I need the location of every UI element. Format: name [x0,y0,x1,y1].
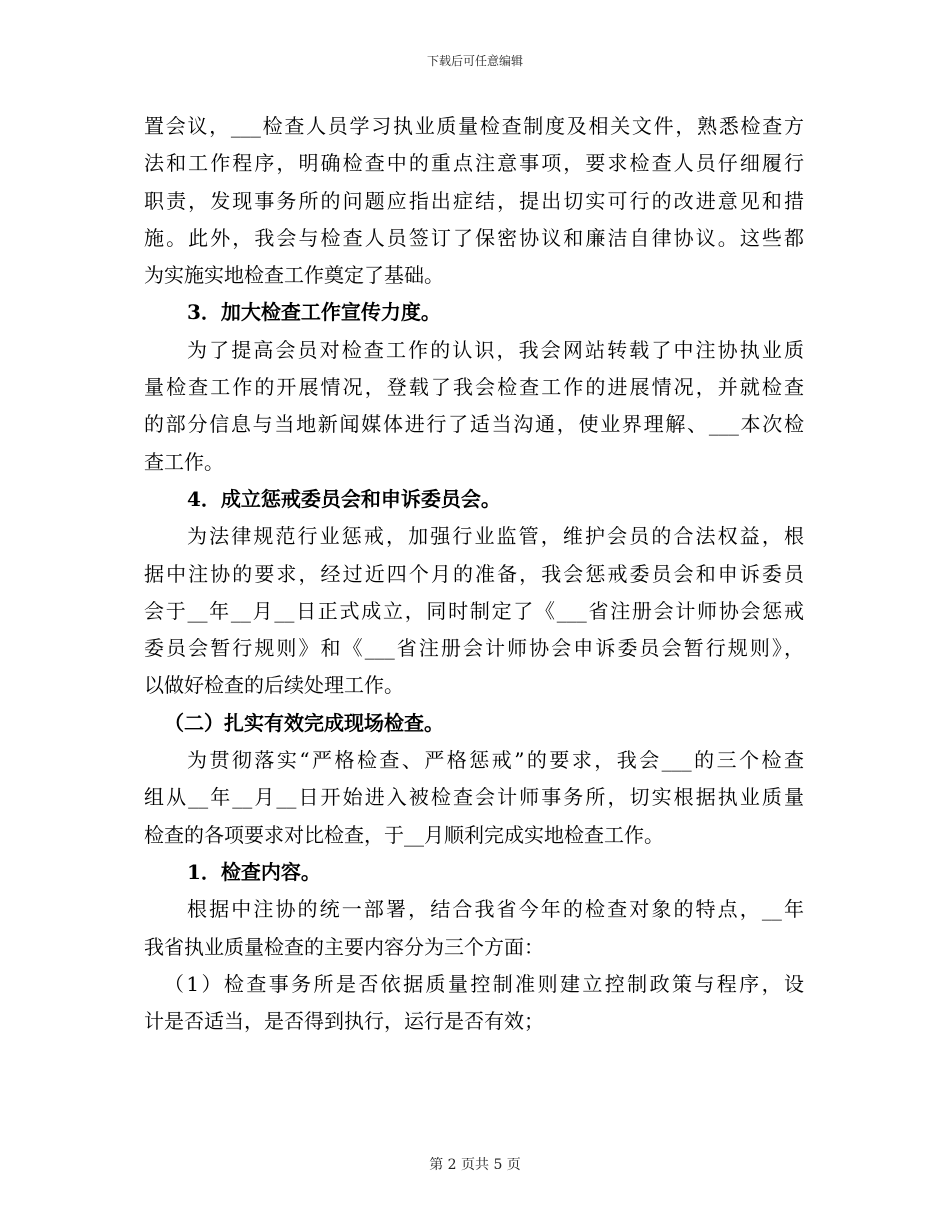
section-heading: 3．加大检查工作宣传力度。 [187,300,441,325]
paragraph-line: 施。此外，我会与检查人员签订了保密协议和廉洁自律协议。这些都 [144,225,804,250]
paragraph-line: 为实施实地检查工作奠定了基础。 [144,263,444,288]
paragraph-line: 置会议，___检查人员学习执业质量检查制度及相关文件，熟悉检查方 [144,114,804,138]
paragraph-line: 法和工作程序，明确检查中的重点注意事项，要求检查人员仔细履行 [144,151,804,176]
paragraph-line: 职责，发现事务所的问题应指出症结，提出切实可行的改进意见和措 [144,188,804,213]
document-body [144,108,804,1040]
paragraph-line: 量检查工作的开展情况，登载了我会检查工作的进展情况，并就检查 [144,375,804,400]
paragraph-line: 查工作。 [144,449,224,474]
paragraph-line: 根据中注协的统一部署，结合我省今年的检查对象的特点，__年 [187,897,804,922]
paragraph-line: 计是否适当，是否得到执行，运行是否有效； [144,1009,544,1034]
page-number: 第 2 页共 5 页 [429,1157,521,1173]
section-heading: 4．成立惩戒委员会和申诉委员会。 [187,486,501,511]
section-heading: （二）扎实有效完成现场检查。 [164,710,444,735]
list-item: （1）检查事务所是否依据质量控制准则建立控制政策与程序，设 [164,971,804,996]
paragraph-line: 我省执业质量检查的主要内容分为三个方面： [144,934,544,959]
paragraph-line: 以做好检查的后续处理工作。 [144,673,404,698]
paragraph-line: 为了提高会员对检查工作的认识，我会网站转载了中注协执业质 [187,337,804,362]
paragraph-line: 会于__年__月__日正式成立，同时制定了《___省注册会计师协会惩戒 [144,598,804,623]
paragraph-line: 委员会暂行规则》和《___省注册会计师协会申诉委员会暂行规则》， [144,636,804,661]
paragraph-line: 组从__年__月__日开始进入被检查会计师事务所，切实根据执业质量 [144,785,804,810]
paragraph-line: 的部分信息与当地新闻媒体进行了适当沟通，使业界理解、___本次检 [144,412,804,437]
page-header: 下载后可任意编辑 [426,54,523,68]
paragraph-line: 为贯彻落实“严格检查、严格惩戒”的要求，我会___的三个检查 [187,748,804,773]
paragraph-line: 据中注协的要求，经过近四个月的准备，我会惩戒委员会和申诉委员 [144,561,804,586]
paragraph-line: 为法律规范行业惩戒，加强行业监管，维护会员的合法权益，根 [187,524,804,549]
paragraph-line: 检查的各项要求对比检查，于__月顺利完成实地检查工作。 [144,822,664,847]
section-heading: 1．检查内容。 [187,859,321,884]
